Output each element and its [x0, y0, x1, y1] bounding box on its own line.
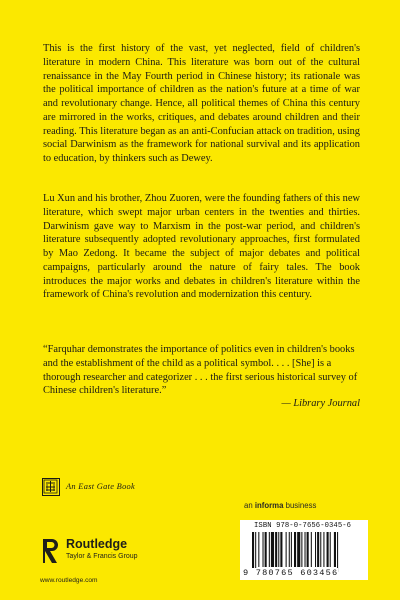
description-paragraph-2: Lu Xun and his brother, Zhou Zuoren, were the founding fathers of this new literature, which swept major urban centers in the twenties and thirties. Darwinism gave way to Marxism in the post-war period, and children's literature subsequently adopted revolutionary approaches, first formulated by Mao Zedong. It became the subject of major debates and political campaigns, particularly around the nature of fairy tales. The book introduces the major works and debates in children's literature within the framework of China's revolution and modernization this century. — [43, 193, 360, 301]
informa-suffix: business — [283, 501, 317, 510]
description-paragraph-1: This is the first history of the vast, yet neglected, field of children's literature in modern China. This literature was born out of the cultural renaissance in the May Fourth period in Chinese history; its rationale was the political importance of children as the nation's future at a time of war and revolutionary change. Hence, all political themes of China this century are mirrored in the works, critiques, and debates around children and their reading. This literature began as an anti-Confucian attack on tradition, using social Darwinism as the framework for national survival and its application to education, by thinkers such as Dewey. — [43, 43, 360, 164]
review-source: Library Journal — [293, 398, 360, 409]
review-dash: — — [281, 398, 294, 409]
barcode-bar — [271, 532, 274, 567]
barcode-bar — [252, 532, 254, 572]
barcode-bar — [305, 532, 306, 567]
barcode-bar — [323, 532, 324, 567]
barcode-bar — [297, 532, 300, 567]
informa-brand: informa — [254, 501, 284, 510]
routledge-logo-icon — [40, 537, 62, 565]
barcode-bar — [289, 532, 290, 567]
barcode-bar — [315, 532, 316, 567]
review-attribution — [281, 398, 360, 409]
barcode-bar — [330, 532, 331, 567]
isbn-text: ISBN 978-0-7656-0345-6 — [254, 522, 352, 530]
informa-tagline — [244, 501, 316, 510]
barcode-bar — [255, 532, 256, 572]
barcode-bar — [311, 532, 312, 567]
east-gate-logo-icon — [42, 478, 60, 496]
barcode-bar — [258, 532, 259, 567]
barcode-digits: 9 780765 603456 — [243, 568, 339, 578]
barcode-bar — [301, 532, 302, 567]
barcode-bar — [278, 532, 279, 567]
barcode-bar — [263, 532, 264, 567]
barcode-bar — [317, 532, 319, 567]
east-gate-label: An East Gate Book — [66, 482, 136, 491]
barcode-bar — [334, 532, 336, 567]
barcode-bar — [280, 532, 282, 567]
barcode-bar — [265, 532, 267, 567]
barcode-bar — [269, 532, 270, 567]
publisher-url: www.routledge.com — [40, 577, 98, 584]
barcode-bar — [307, 532, 309, 567]
publisher-name: Routledge — [66, 537, 128, 551]
barcode-bar — [291, 532, 292, 567]
informa-prefix: an — [244, 501, 255, 510]
barcode-bar — [337, 532, 338, 572]
review-quote: “Farquhar demonstrates the importance of politics even in children's books and the establishment of the child as a political symbol. . . . [She] is a thorough researcher and categorizer . . . the first serious historical survey of Chinese children's literature.” — [43, 344, 358, 397]
barcode-bar — [275, 532, 277, 567]
barcode-bar — [327, 532, 329, 567]
publisher-group: Taylor & Francis Group — [66, 553, 138, 560]
barcode-bars — [252, 532, 366, 572]
barcode-bar — [286, 532, 287, 567]
barcode-bar — [320, 532, 321, 567]
barcode-bar — [294, 532, 296, 567]
